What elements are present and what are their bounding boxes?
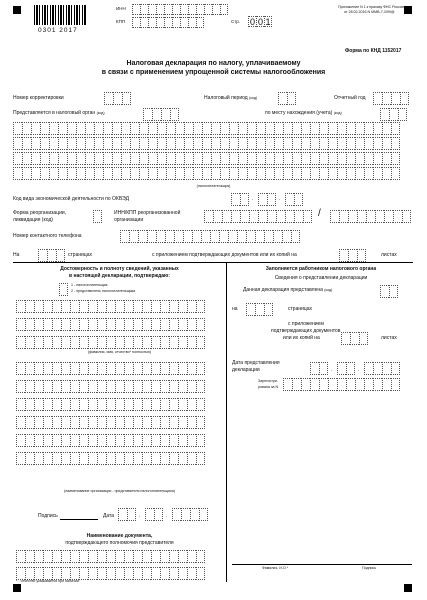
right-appendix-3: или их копий на — [283, 335, 320, 341]
okved-cells-3[interactable] — [285, 193, 303, 206]
kpp-cells[interactable] — [132, 17, 204, 28]
right-date-dot-2: . — [358, 367, 360, 373]
page-title-line-2: в связи с применением упрощенной системы налогообложения — [101, 69, 326, 76]
left-date-year[interactable] — [172, 508, 208, 521]
taxpayer-caption: (налогоплательщик) — [196, 184, 231, 188]
okved-dot-2: . — [279, 196, 281, 202]
signature-label: Подпись — [38, 513, 58, 519]
right-subheading: Сведения о представлении декларации — [274, 275, 368, 281]
doc-name-grid[interactable] — [16, 550, 205, 576]
phone-label: Номер контактного телефона — [13, 233, 82, 239]
registered-label-1: Зарегистри- — [258, 379, 279, 383]
reporting-year-cells[interactable] — [373, 92, 409, 105]
correction-number-label: Номер корректировки — [13, 95, 64, 101]
submitted-label: Данная декларация представлена (код) — [243, 287, 333, 293]
org-caption: (наименование организации - представителя налогоплательщика) — [63, 489, 175, 493]
presentation-date-label-2: декларации — [232, 367, 260, 373]
sheets-cells[interactable] — [339, 249, 366, 262]
right-date-dot-1: . — [331, 367, 333, 373]
sheets-label: листах — [381, 252, 397, 258]
signature-line[interactable] — [60, 519, 98, 520]
right-date-year[interactable] — [364, 362, 400, 375]
reorg-form-cells[interactable] — [93, 210, 102, 223]
date-label: Дата — [103, 513, 115, 519]
corner-marker-bottom-right — [404, 584, 412, 592]
phone-cells[interactable] — [120, 230, 300, 243]
doc-title-2: подтверждающего полномочия представителя — [65, 540, 174, 546]
tax-period-label: Налоговый период (код) — [204, 95, 258, 101]
okved-label: Код вида экономической деятельности по ОКВЭД — [13, 196, 129, 202]
kpp-label: КПП — [116, 19, 126, 24]
page-label: Стр. — [231, 19, 241, 24]
with-appendix-label: с приложением подтверждающих документов или их копий на — [152, 252, 297, 258]
org-name-grid[interactable] — [16, 362, 205, 440]
doc-title-1: Наименование документа, — [86, 533, 153, 539]
okved-cells-1[interactable] — [231, 193, 249, 206]
right-sheets-cells[interactable] — [341, 332, 368, 345]
reorg-slash: / — [318, 208, 321, 219]
barcode-number: 0301 2017 — [38, 27, 78, 34]
right-date-month[interactable] — [337, 362, 355, 375]
right-pages-cells[interactable] — [246, 303, 273, 316]
reorg-kpp-cells[interactable] — [330, 210, 411, 223]
corner-marker-bottom-left — [13, 584, 21, 592]
inn-label: ИНН — [116, 6, 126, 11]
submitted-code-cells[interactable] — [380, 285, 398, 298]
section-vertical-divider — [226, 262, 227, 582]
reorg-inn-cells[interactable] — [204, 210, 312, 223]
pages-cells[interactable] — [38, 249, 65, 262]
okved-cells-2[interactable] — [258, 193, 276, 206]
option-representative: 2 - представитель налогоплательщика — [71, 289, 136, 293]
section-divider — [13, 262, 413, 263]
reorg-inn-label-2: организации — [114, 217, 144, 223]
right-heading: Заполняется работником налогового органа — [265, 266, 377, 272]
fio-caption: (фамилия, имя, отчество* полностью) — [87, 350, 152, 354]
pages-label: страницах — [68, 252, 93, 258]
okved-dot-1: . — [252, 196, 254, 202]
location-cells[interactable] — [380, 108, 407, 121]
submitted-to-label: Представляется в налоговый орган (код) — [13, 110, 105, 116]
location-label: по месту нахождения (учета) (код) — [265, 110, 342, 116]
right-appendix-1: с приложением — [288, 321, 324, 327]
corner-marker-top-left — [13, 6, 21, 14]
left-date-day[interactable] — [118, 508, 136, 521]
reporting-year-label: Отчетный год — [334, 95, 366, 101]
barcode — [34, 5, 86, 25]
right-fio-caption: Фамилия, И.О.* — [262, 566, 289, 570]
right-date-day[interactable] — [310, 362, 328, 375]
left-heading-2: в настоящей декларации, подтверждаю: — [69, 273, 170, 279]
fio-grid[interactable] — [16, 300, 205, 339]
corner-marker-top-right — [404, 6, 412, 14]
form-code: Форма по КНД 1152017 — [345, 48, 402, 54]
correction-number-cells[interactable] — [104, 92, 131, 105]
presentation-date-label-1: Дата представления — [232, 360, 280, 366]
reorg-form-label: Форма реорганизации, — [13, 210, 67, 216]
fio-sign-line — [232, 564, 412, 565]
footnote: * - отчество указывается при наличии. — [16, 579, 80, 583]
registration-number-cells[interactable] — [283, 378, 400, 391]
left-date-dot-1: . — [139, 513, 141, 519]
option-taxpayer: 1 - налогоплательщик — [71, 283, 108, 287]
page-title-line-1: Налоговая декларация по налогу, уплачиваемому — [126, 60, 301, 67]
registered-label-2: рована за N — [258, 385, 279, 389]
reorg-inn-label: ИНН/КПП реорганизованной — [114, 210, 181, 216]
on-label: На — [13, 252, 20, 258]
left-date-dot-2: . — [166, 513, 168, 519]
inn-cells[interactable] — [132, 4, 228, 15]
signer-type-cell[interactable] — [59, 283, 68, 296]
order-note-1: Приложение N 1 к приказу ФНС России — [338, 5, 404, 9]
right-on-label: на — [232, 306, 238, 312]
right-appendix-2: подтверждающих документов — [271, 328, 341, 334]
taxpayer-name-grid[interactable] — [13, 122, 400, 174]
reorg-form-label-2: ликвидация (код) — [13, 217, 53, 223]
tax-period-cells[interactable] — [278, 92, 296, 105]
left-heading-1: Достоверность и полноту сведений, указанных — [60, 266, 179, 272]
right-sheets-label: листах — [381, 335, 397, 341]
page-number-cells: 0 0 1 — [249, 17, 271, 27]
submitted-to-cells[interactable] — [143, 108, 179, 121]
right-pages-label: страницах — [288, 306, 313, 312]
order-note-2: от 26.02.2016 N ММВ-7-3/99@ — [344, 10, 395, 14]
right-sign-caption: Подпись — [362, 566, 377, 570]
left-date-month[interactable] — [145, 508, 163, 521]
